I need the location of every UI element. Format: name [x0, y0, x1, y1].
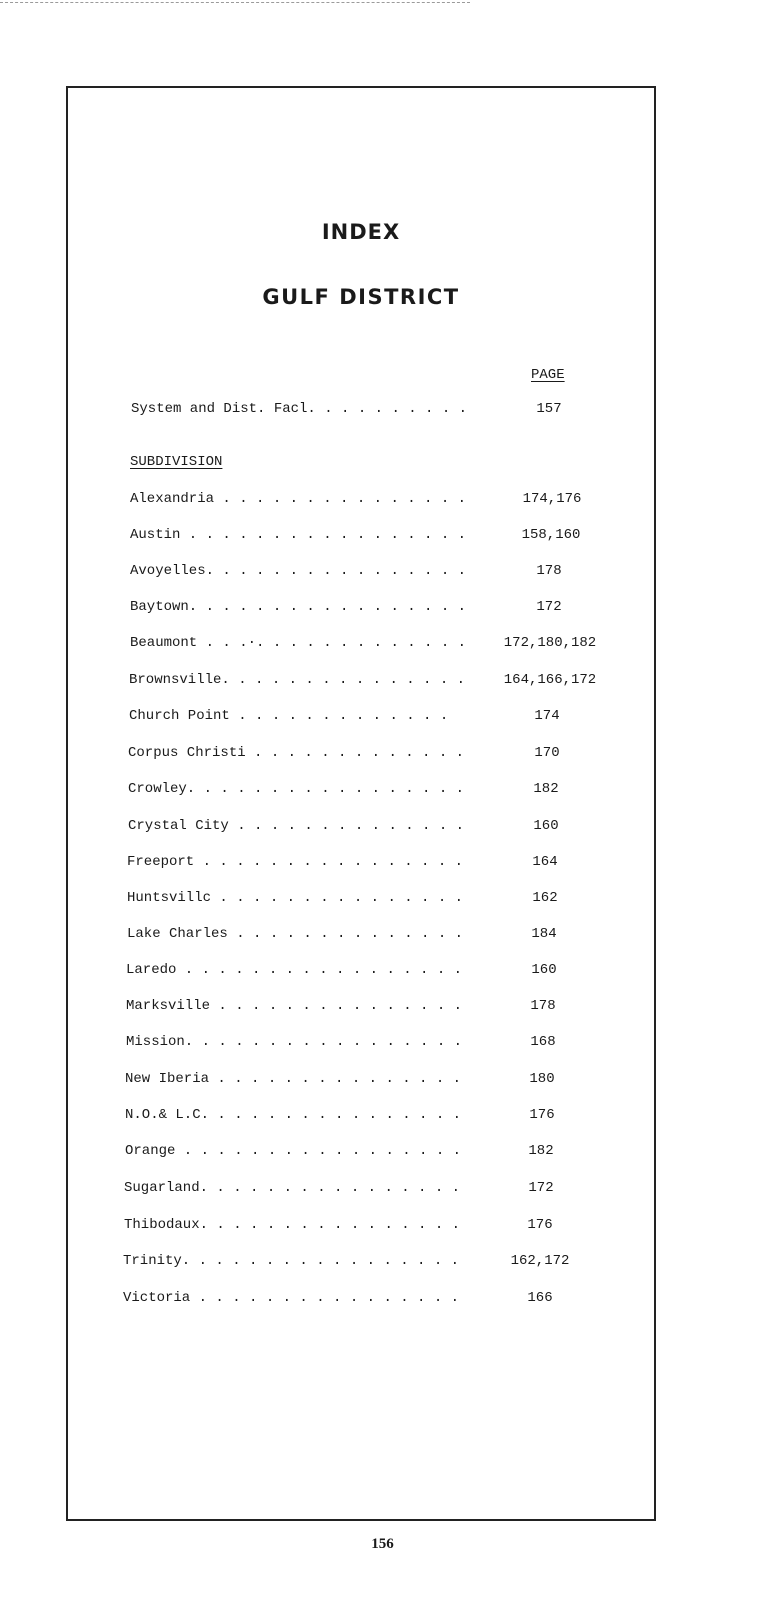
index-title: INDEX [321, 220, 401, 244]
entry-pages: 172 [528, 1180, 554, 1196]
index-entry-row [68, 1217, 654, 1237]
entry-pages: 182 [528, 1143, 554, 1159]
entry-pages: 160 [533, 818, 559, 834]
index-entry-row [68, 1107, 654, 1127]
entry-pages: 172 [536, 599, 562, 615]
entry-pages: 178 [536, 563, 562, 579]
index-entry-row [68, 781, 654, 801]
entry-pages: 176 [529, 1107, 555, 1123]
entry-pages: 164,166,172 [503, 672, 597, 688]
index-entry-row [68, 926, 654, 946]
entry-pages: 158,160 [521, 527, 581, 543]
entry-label: Victoria . . . . . . . . . . . . . . . . [123, 1290, 460, 1306]
system-entry-label: System and Dist. Facl. . . . . . . . . . [131, 401, 468, 417]
index-entry-row [68, 708, 654, 728]
entry-pages: 170 [534, 745, 560, 761]
index-entry-row [68, 527, 654, 547]
entry-label: Lake Charles . . . . . . . . . . . . . . [127, 926, 464, 942]
scan-edge-line [0, 2, 470, 3]
index-entry-row [68, 1290, 654, 1310]
entry-label: Beaumont . . .·. . . . . . . . . . . . . [130, 635, 467, 651]
entry-label: Austin . . . . . . . . . . . . . . . . . [130, 527, 467, 543]
index-entry-row [68, 1253, 654, 1273]
index-entry-row [68, 962, 654, 982]
index-entry-row [68, 1071, 654, 1091]
entry-label: Laredo . . . . . . . . . . . . . . . . . [126, 962, 463, 978]
entry-pages: 172,180,182 [503, 635, 597, 651]
entry-label: Trinity. . . . . . . . . . . . . . . . . [123, 1253, 460, 1269]
page-column-heading: PAGE [531, 367, 565, 383]
index-entry-row [68, 672, 654, 692]
page-number: 156 [371, 1536, 394, 1552]
entry-label: Church Point . . . . . . . . . . . . . [129, 708, 449, 724]
index-entry-row [68, 1143, 654, 1163]
index-entry-row [68, 563, 654, 583]
entry-label: Thibodaux. . . . . . . . . . . . . . . . [124, 1217, 461, 1233]
entry-label: Baytown. . . . . . . . . . . . . . . . . [130, 599, 467, 615]
index-entry-row [68, 890, 654, 910]
index-entry-row [68, 745, 654, 765]
district-title: GULF DISTRICT [262, 285, 460, 309]
entry-label: Alexandria . . . . . . . . . . . . . . . [130, 491, 467, 507]
entry-label: N.O.& L.C. . . . . . . . . . . . . . . . [125, 1107, 462, 1123]
entry-label: Huntsvillc . . . . . . . . . . . . . . . [127, 890, 464, 906]
entry-pages: 168 [530, 1034, 556, 1050]
system-entry-row [68, 401, 654, 421]
subdivision-heading: SUBDIVISION [130, 454, 223, 470]
index-entry-row [68, 818, 654, 838]
entry-label: Avoyelles. . . . . . . . . . . . . . . . [130, 563, 467, 579]
index-entry-row [68, 998, 654, 1018]
entry-pages: 162 [532, 890, 558, 906]
index-entry-row [68, 491, 654, 511]
index-entry-row [68, 1180, 654, 1200]
entry-pages: 178 [530, 998, 556, 1014]
system-entry-pages: 157 [536, 401, 562, 417]
entry-label: Freeport . . . . . . . . . . . . . . . . [127, 854, 464, 870]
entry-label: Mission. . . . . . . . . . . . . . . . . [126, 1034, 463, 1050]
index-frame [66, 86, 656, 1521]
entry-pages: 180 [529, 1071, 555, 1087]
entry-label: Crystal City . . . . . . . . . . . . . . [128, 818, 465, 834]
entry-label: Corpus Christi . . . . . . . . . . . . . [128, 745, 465, 761]
entry-pages: 174 [534, 708, 560, 724]
entry-pages: 166 [527, 1290, 553, 1306]
index-entry-row [68, 854, 654, 874]
entry-label: Marksville . . . . . . . . . . . . . . . [126, 998, 463, 1014]
entry-pages: 174,176 [522, 491, 582, 507]
index-entry-row [68, 635, 654, 655]
entry-label: New Iberia . . . . . . . . . . . . . . . [125, 1071, 462, 1087]
entry-pages: 164 [532, 854, 558, 870]
index-entry-row [68, 599, 654, 619]
entry-pages: 184 [531, 926, 557, 942]
entry-pages: 182 [533, 781, 559, 797]
index-entry-row [68, 1034, 654, 1054]
entry-label: Crowley. . . . . . . . . . . . . . . . . [128, 781, 465, 797]
entry-pages: 160 [531, 962, 557, 978]
entry-pages: 162,172 [510, 1253, 570, 1269]
entry-label: Brownsville. . . . . . . . . . . . . . . [129, 672, 466, 688]
entry-label: Orange . . . . . . . . . . . . . . . . . [125, 1143, 462, 1159]
entry-pages: 176 [527, 1217, 553, 1233]
entry-label: Sugarland. . . . . . . . . . . . . . . . [124, 1180, 461, 1196]
